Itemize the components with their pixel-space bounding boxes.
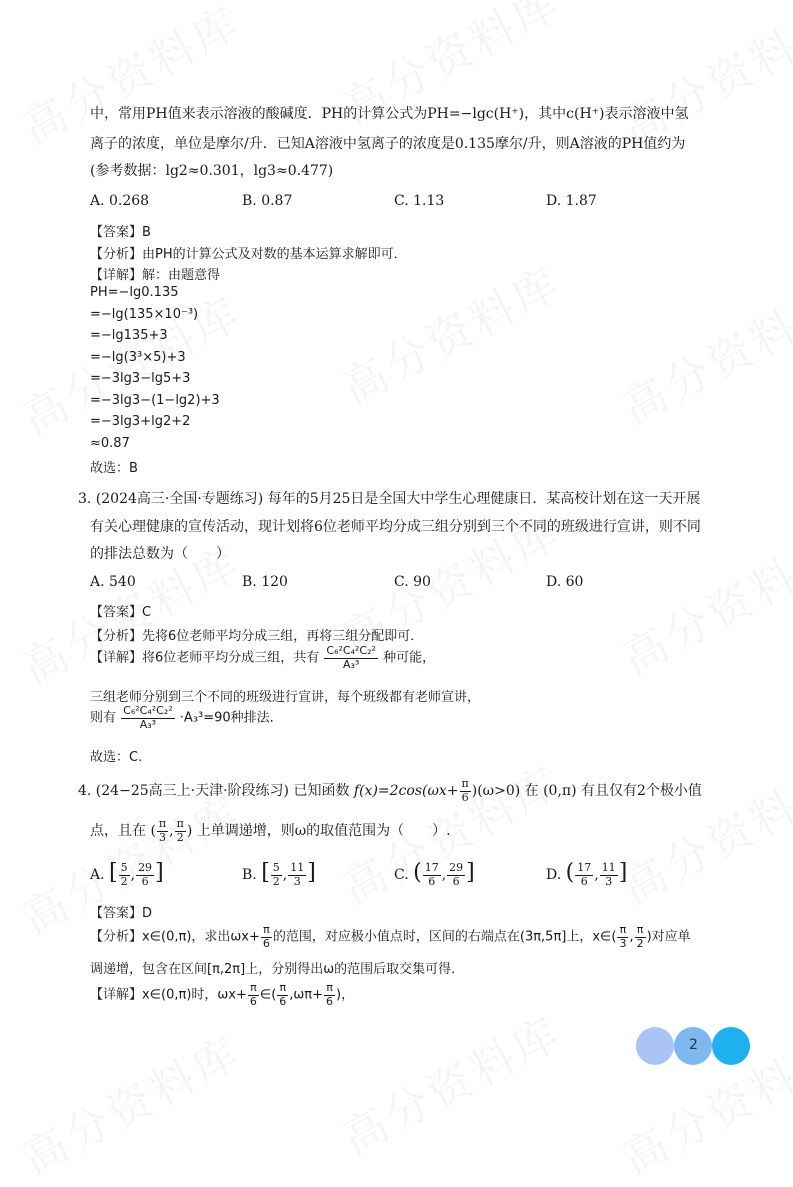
q2-step: =−lg(135×10⁻³) — [90, 307, 199, 322]
q2-final: 故选：B — [90, 461, 138, 476]
q4-analysis: 【分析】x∈(0,π)，求出ωx+ $\frac{\pi}{6}$ 的范围，对应极小值点时，区间的右端点在(3π,5π]上，x∈( $\frac{\pi}{3}$ , $\frac{\pi}{2}$ )对应单 — [90, 923, 691, 950]
page-number: 2 — [689, 1037, 698, 1053]
q4-fraction: $\frac{\pi}{3}$ — [158, 817, 167, 844]
q4-analysis-line2: 调递增，包含在区间[π,2π]上，分别得出ω的范围后取交集可得． — [90, 962, 465, 977]
q3-fraction — [121, 705, 175, 731]
q3-stem-line1: 3. (2024高三·全国·专题练习) 每年的5月25日是全国大中学生心理健康日．某高校计划在这一天开展 — [78, 491, 701, 507]
q3-choice-b: B. 120 — [242, 574, 288, 590]
q3-fraction-num: C₆²C₄²C₂² — [326, 644, 376, 657]
q4-detail-text: ， — [341, 987, 355, 1003]
q2-step: =−lg(3³×5)+3 — [90, 350, 186, 365]
page-indicator — [636, 1027, 754, 1067]
q3-detail-text: 则有 — [90, 710, 117, 726]
q4-fraction: $\frac{\pi}{6}$ — [262, 923, 270, 950]
q4-fraction: $\frac{\pi}{6}$ — [326, 981, 334, 1008]
q4-analysis-text: 的范围，对应极小值点时，区间的右端点在(3π,5π]上，x∈ — [272, 929, 612, 945]
q3-final: 故选：C. — [90, 750, 143, 765]
q3-detail-text: ·A₃³=90种排法． — [179, 710, 283, 726]
q4-fraction: $\frac{\pi}{2}$ — [636, 923, 644, 950]
page-dot — [712, 1027, 750, 1065]
q2-step: ≈0.87 — [90, 436, 130, 451]
q4-choice-a: A. [ $\frac{5}{2}$ , $\frac{29}{6}$ ] — [90, 860, 164, 888]
q3-answer: 【答案】C — [90, 605, 152, 620]
q2-step: =−3lg3−(1−lg2)+3 — [90, 393, 220, 408]
watermark — [329, 997, 571, 1166]
q4-stem-text: 4. (24−25高三上·天津·阶段练习) 已知函数 — [78, 783, 350, 800]
q2-step: =−3lg3−lg5+3 — [90, 371, 191, 386]
watermark — [609, 517, 793, 686]
q3-analysis: 【分析】先将6位老师平均分成三组，再将三组分配即可． — [90, 629, 424, 644]
q2-step: =−3lg3+lg2+2 — [90, 414, 191, 429]
q2-choice-c: C. 1.13 — [394, 193, 445, 209]
q4-stem-text: 上单调递增，则ω的取值范围为（ ）. — [196, 823, 451, 840]
q3-detail — [90, 645, 435, 671]
q3-stem-line2: 有关心理健康的宣传活动，现计划将6位老师平均分成三组分别到三个不同的班级进行宣讲，则不同 — [90, 519, 701, 535]
q4-analysis-text: 【分析】x∈(0,π)，求出ωx+ — [90, 929, 260, 945]
watermark — [609, 747, 793, 916]
q4-choice-c: C. ( $\frac{17}{6}$ , $\frac{29}{6}$ ] — [394, 860, 475, 888]
q2-stem-line1: 中，常用PH值来表示溶液的酸碱度．PH的计算公式为PH=−lgc(H⁺)，其中c(H⁺)表示溶液中氢 — [90, 106, 689, 122]
q4-fraction: $\frac{\pi}{3}$ — [619, 923, 627, 950]
q3-fraction-num: C₆²C₄²C₂² — [123, 704, 173, 717]
q3-choice-c: C. 90 — [394, 574, 431, 590]
q4-fraction: $\frac{\pi}{6}$ — [279, 981, 287, 1008]
q2-stem-line3: (参考数据：lg2≈0.301，lg3≈0.477) — [90, 163, 334, 179]
q4-choice-d: D. ( $\frac{17}{6}$ , $\frac{11}{3}$ ] — [546, 860, 628, 888]
q3-detail-line2: 三组老师分别到三个不同的班级进行宣讲，每个班级都有老师宣讲， — [90, 690, 481, 705]
q4-stem-text: )(ω>0) 在 (0,π) 有且仅有2个极小值 — [471, 783, 702, 800]
q4-answer: 【答案】D — [90, 906, 153, 921]
q2-detail-head: 【详解】解：由题意得 — [90, 268, 221, 283]
q2-choice-d: D. 1.87 — [546, 193, 597, 209]
q3-stem-line3: 的排法总数为（ ） — [90, 546, 230, 562]
q4-fraction: $\frac{\pi}{6}$ — [249, 981, 257, 1008]
q3-choice-a: A. 540 — [90, 574, 136, 590]
q4-function: f(x)=2cos(ωx+ — [353, 783, 459, 800]
q4-stem-line1 — [78, 778, 702, 804]
q3-fraction-den: A₃³ — [139, 717, 157, 731]
watermark — [329, 247, 571, 416]
q2-choice-b: B. 0.87 — [242, 193, 293, 209]
q2-step: PH=−lg0.135 — [90, 285, 179, 300]
q2-stem-line2: 离子的浓度，单位是摩尔/升．已知A溶液中氢离子的浓度是0.135摩尔/升，则A溶液的PH值约为 — [90, 136, 686, 152]
q3-fraction-den: A₃³ — [342, 657, 360, 671]
q3-detail-text: 【详解】将6位老师平均分成三组，共有 — [90, 650, 320, 666]
q4-detail-text: ∈ — [259, 987, 272, 1003]
watermark — [9, 1017, 251, 1186]
q3-detail-line3 — [90, 705, 283, 731]
q2-choice-a: A. 0.268 — [90, 193, 150, 209]
q4-fraction: $\frac{\pi}{2}$ — [176, 817, 184, 844]
q4-detail-text: 【详解】x∈(0,π)时，ωx+ — [90, 987, 247, 1003]
q3-fraction — [324, 645, 378, 671]
q4-stem-text: 点，且在 — [90, 823, 146, 840]
q3-choice-d: D. 60 — [546, 574, 584, 590]
q3-detail-text: 种可能， — [383, 650, 436, 666]
q4-detail: 【详解】x∈(0,π)时，ωx+ $\frac{\pi}{6}$ ∈( $\frac{\pi}{6}$ ,ωπ+ $\frac{\pi}{6}$ )， — [90, 981, 355, 1008]
q2-analysis: 【分析】由PH的计算公式及对数的基本运算求解即可． — [90, 247, 407, 262]
watermark — [609, 267, 793, 436]
q4-choice-b: B. [ $\frac{5}{2}$ , $\frac{11}{3}$ ] — [242, 860, 316, 888]
q4-fraction: $\frac{\pi}{6}$ — [461, 777, 469, 804]
q2-answer: 【答案】B — [90, 225, 151, 240]
q2-step: =−lg135+3 — [90, 328, 168, 343]
q4-analysis-text: 对应单 — [651, 929, 691, 945]
page-dot — [636, 1027, 674, 1065]
q4-stem-line2: 点，且在 ( $\frac{\pi}{3}$ , $\frac{\pi}{2}$ ) 上单调递增，则ω的取值范围为（ ）. — [90, 817, 451, 844]
